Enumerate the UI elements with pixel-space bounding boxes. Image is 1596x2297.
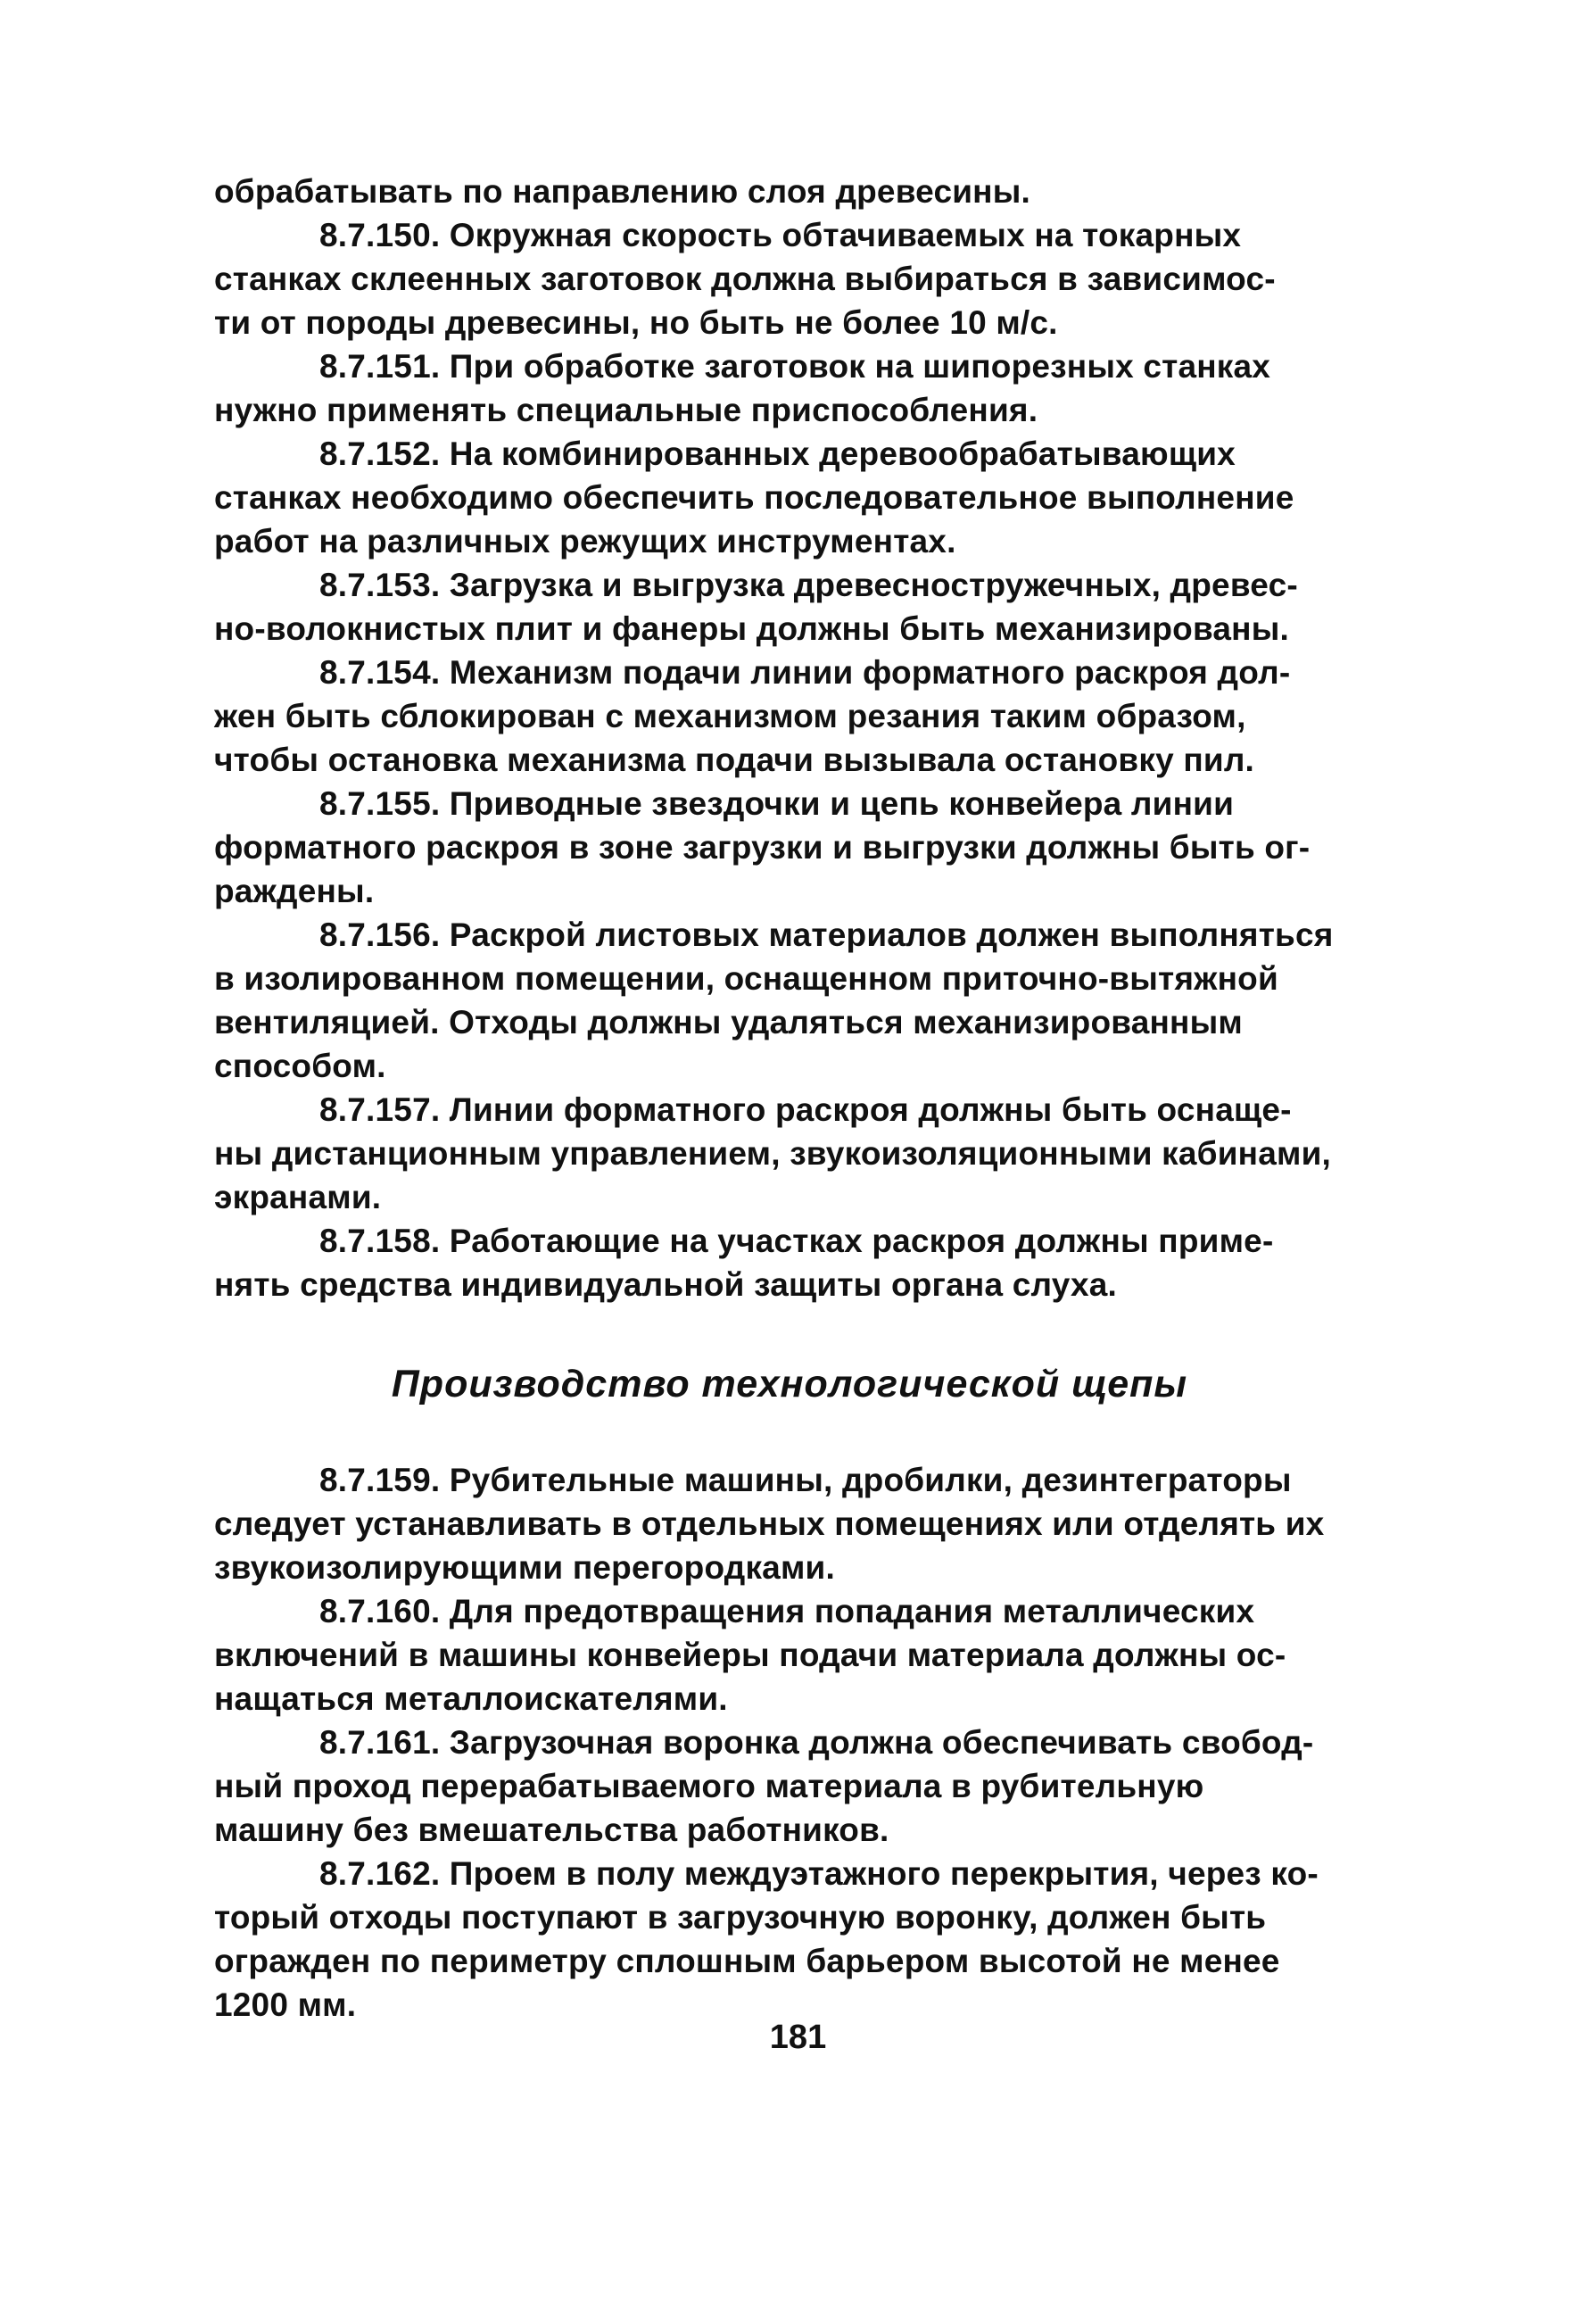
text-block-after-heading [214,1458,1365,2027]
section-heading: Производство технологической щепы [391,1363,1188,1406]
text-line: 8.7.150. Окружная скорость обтачиваемых на токарных [319,217,1242,253]
text-line: звукоизолирующими перегородками. [214,1549,835,1586]
text-line: 8.7.156. Раскрой листовых материалов должен выполняться [319,916,1334,953]
text-line: 8.7.153. Загрузка и выгрузка древесностружечных, древес- [319,567,1298,603]
text-line: экранами. [214,1179,382,1215]
text-line: 8.7.162. Проем в полу междуэтажного перекрытия, через ко- [319,1855,1319,1892]
text-line: огражден по периметру сплошным барьером высотой не менее [214,1943,1280,1979]
text-line: 8.7.161. Загрузочная воронка должна обеспечивать свобод- [319,1724,1314,1761]
text-line: 8.7.160. Для предотвращения попадания металлических [319,1593,1255,1629]
text-line: 8.7.155. Приводные звездочки и цепь конвейера линии [319,785,1235,822]
text-line: жен быть сблокирован с механизмом резания таким образом, [214,698,1246,734]
text-line: 8.7.152. На комбинированных деревообрабатывающих [319,435,1236,472]
text-line: нужно применять специальные приспособления. [214,392,1038,428]
page-number: 181 [769,2019,827,2056]
text-line: нащаться металлоискателями. [214,1680,728,1717]
text-block-before-heading [214,170,1365,1306]
text-line: нять средства индивидуальной защиты органа слуха. [214,1266,1117,1303]
text-line: станках необходимо обеспечить последовательное выполнение [214,479,1294,516]
text-line: форматного раскроя в зоне загрузки и выгрузки должны быть ог- [214,829,1311,866]
text-line: способом. [214,1048,386,1084]
text-line: 8.7.154. Механизм подачи линии форматного раскроя дол- [319,654,1291,691]
text-line: в изолированном помещении, оснащенном приточно-вытяжной [214,960,1278,997]
text-line: 8.7.158. Работающие на участках раскроя должны приме- [319,1223,1274,1259]
document-page [214,170,1365,2027]
text-line: 8.7.157. Линии форматного раскроя должны быть оснаще- [319,1091,1292,1128]
text-line: следует устанавливать в отдельных помещениях или отделять их [214,1505,1325,1542]
text-line: ны дистанционным управлением, звукоизоляционными кабинами, [214,1135,1332,1172]
text-line: вентиляцией. Отходы должны удаляться механизированным [214,1004,1243,1041]
text-line: ти от породы древесины, но быть не более 10 м/с. [214,304,1058,341]
text-line: но-волокнистых плит и фанеры должны быть механизированы. [214,610,1290,647]
text-line: раждены. [214,873,375,909]
text-line: машину без вмешательства работников. [214,1812,889,1848]
text-line: станках склеенных заготовок должна выбираться в зависимос- [214,261,1276,297]
text-line: обрабатывать по направлению слоя древесины. [214,173,1031,210]
text-line: чтобы остановка механизма подачи вызывала остановку пил. [214,742,1255,778]
text-line: 1200 мм. [214,1986,357,2023]
text-line: 8.7.159. Рубительные машины, дробилки, дезинтеграторы [319,1462,1292,1498]
text-line: ный проход перерабатываемого материала в рубительную [214,1768,1204,1804]
text-line: работ на различных режущих инструментах. [214,523,956,560]
text-line: 8.7.151. При обработке заготовок на шипорезных станках [319,348,1271,385]
text-line: торый отходы поступают в загрузочную воронку, должен быть [214,1899,1267,1936]
text-line: включений в машины конвейеры подачи материала должны ос- [214,1637,1286,1673]
